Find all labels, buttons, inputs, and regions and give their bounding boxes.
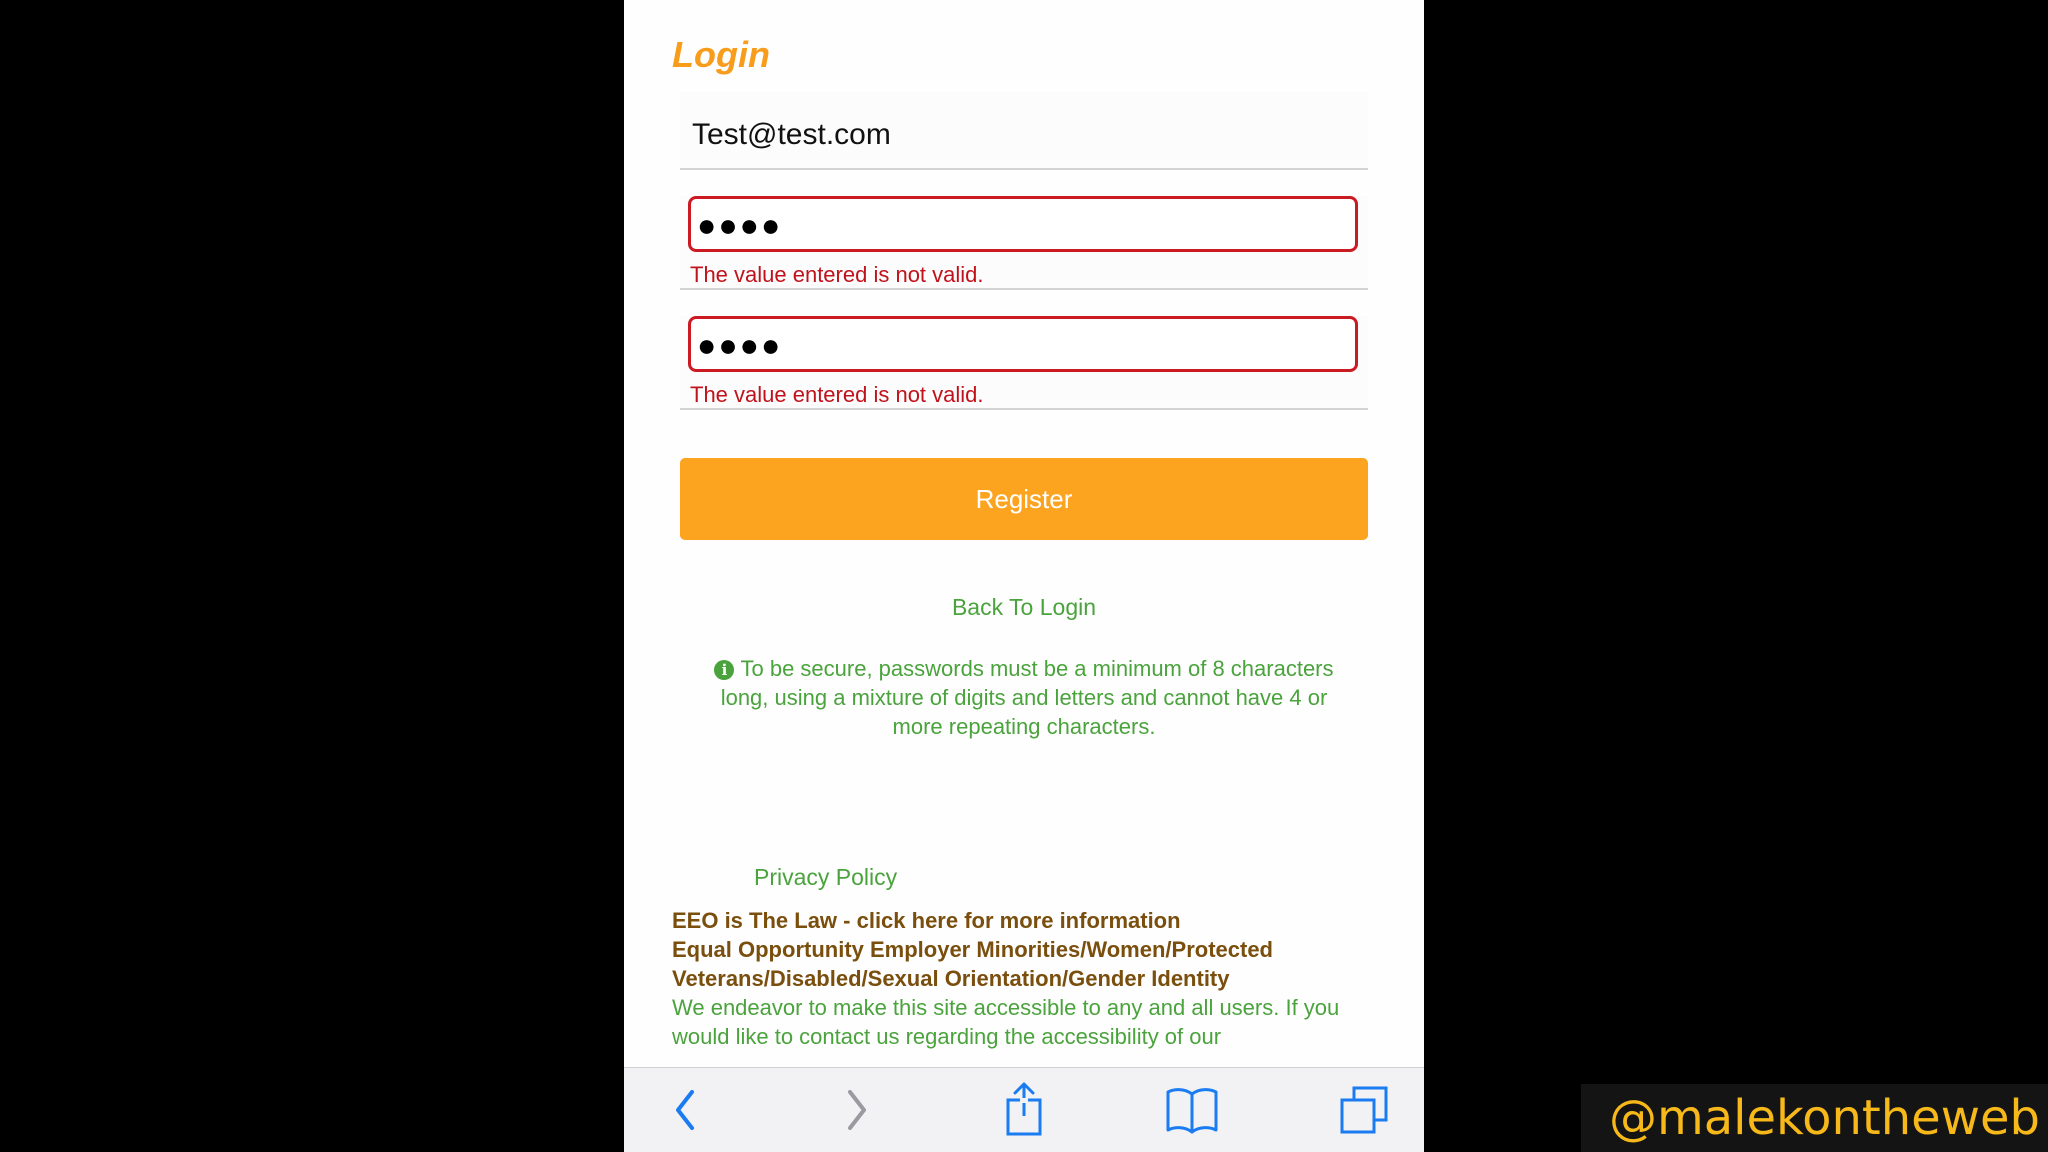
tabs-icon[interactable] — [1334, 1082, 1394, 1138]
password-hint-text: To be secure, passwords must be a minimum of 8 characters long, using a mixture of digits and letters and cannot have 4 or more repeating characters. — [720, 656, 1334, 739]
email-value: Test@test.com — [692, 118, 891, 151]
password-mask: ●●●● — [697, 207, 783, 243]
share-icon[interactable] — [994, 1082, 1054, 1138]
confirm-password-mask: ●●●● — [697, 327, 783, 363]
confirm-password-field-group — [680, 316, 1368, 410]
chevron-right-icon[interactable] — [826, 1082, 886, 1138]
browser-toolbar — [624, 1067, 1424, 1152]
watermark-badge — [1581, 1084, 2048, 1152]
info-icon: i — [714, 660, 734, 680]
confirm-password-error-message: The value entered is not valid. — [690, 382, 984, 407]
back-to-login-link[interactable]: Back To Login — [951, 594, 1097, 620]
password-requirements-hint — [694, 654, 1354, 741]
page-title: Login — [672, 34, 770, 75]
confirm-password-input[interactable] — [688, 316, 1358, 372]
password-input[interactable] — [688, 196, 1358, 252]
privacy-policy-link[interactable]: Privacy Policy — [754, 864, 898, 890]
bookmarks-icon[interactable] — [1162, 1082, 1222, 1138]
chevron-left-icon[interactable] — [656, 1082, 716, 1138]
eeo-law-link[interactable]: EEO is The Law - click here for more information — [672, 908, 1181, 933]
email-field[interactable] — [680, 92, 1368, 170]
eeo-statement: Equal Opportunity Employer Minorities/Women/Protected Veterans/Disabled/Sexual Orientation/Gender Identity — [672, 937, 1273, 991]
watermark-handle: @malekontheweb — [1609, 1090, 2040, 1146]
accessibility-statement: We endeavor to make this site accessible to any and all users. If you would like to contact us regarding the accessibility of our — [672, 995, 1340, 1049]
eeo-section — [672, 906, 1372, 1051]
mobile-browser-viewport — [624, 0, 1424, 1152]
register-button[interactable]: Register — [680, 458, 1368, 540]
password-field-group — [680, 196, 1368, 290]
password-error-message: The value entered is not valid. — [690, 262, 984, 287]
